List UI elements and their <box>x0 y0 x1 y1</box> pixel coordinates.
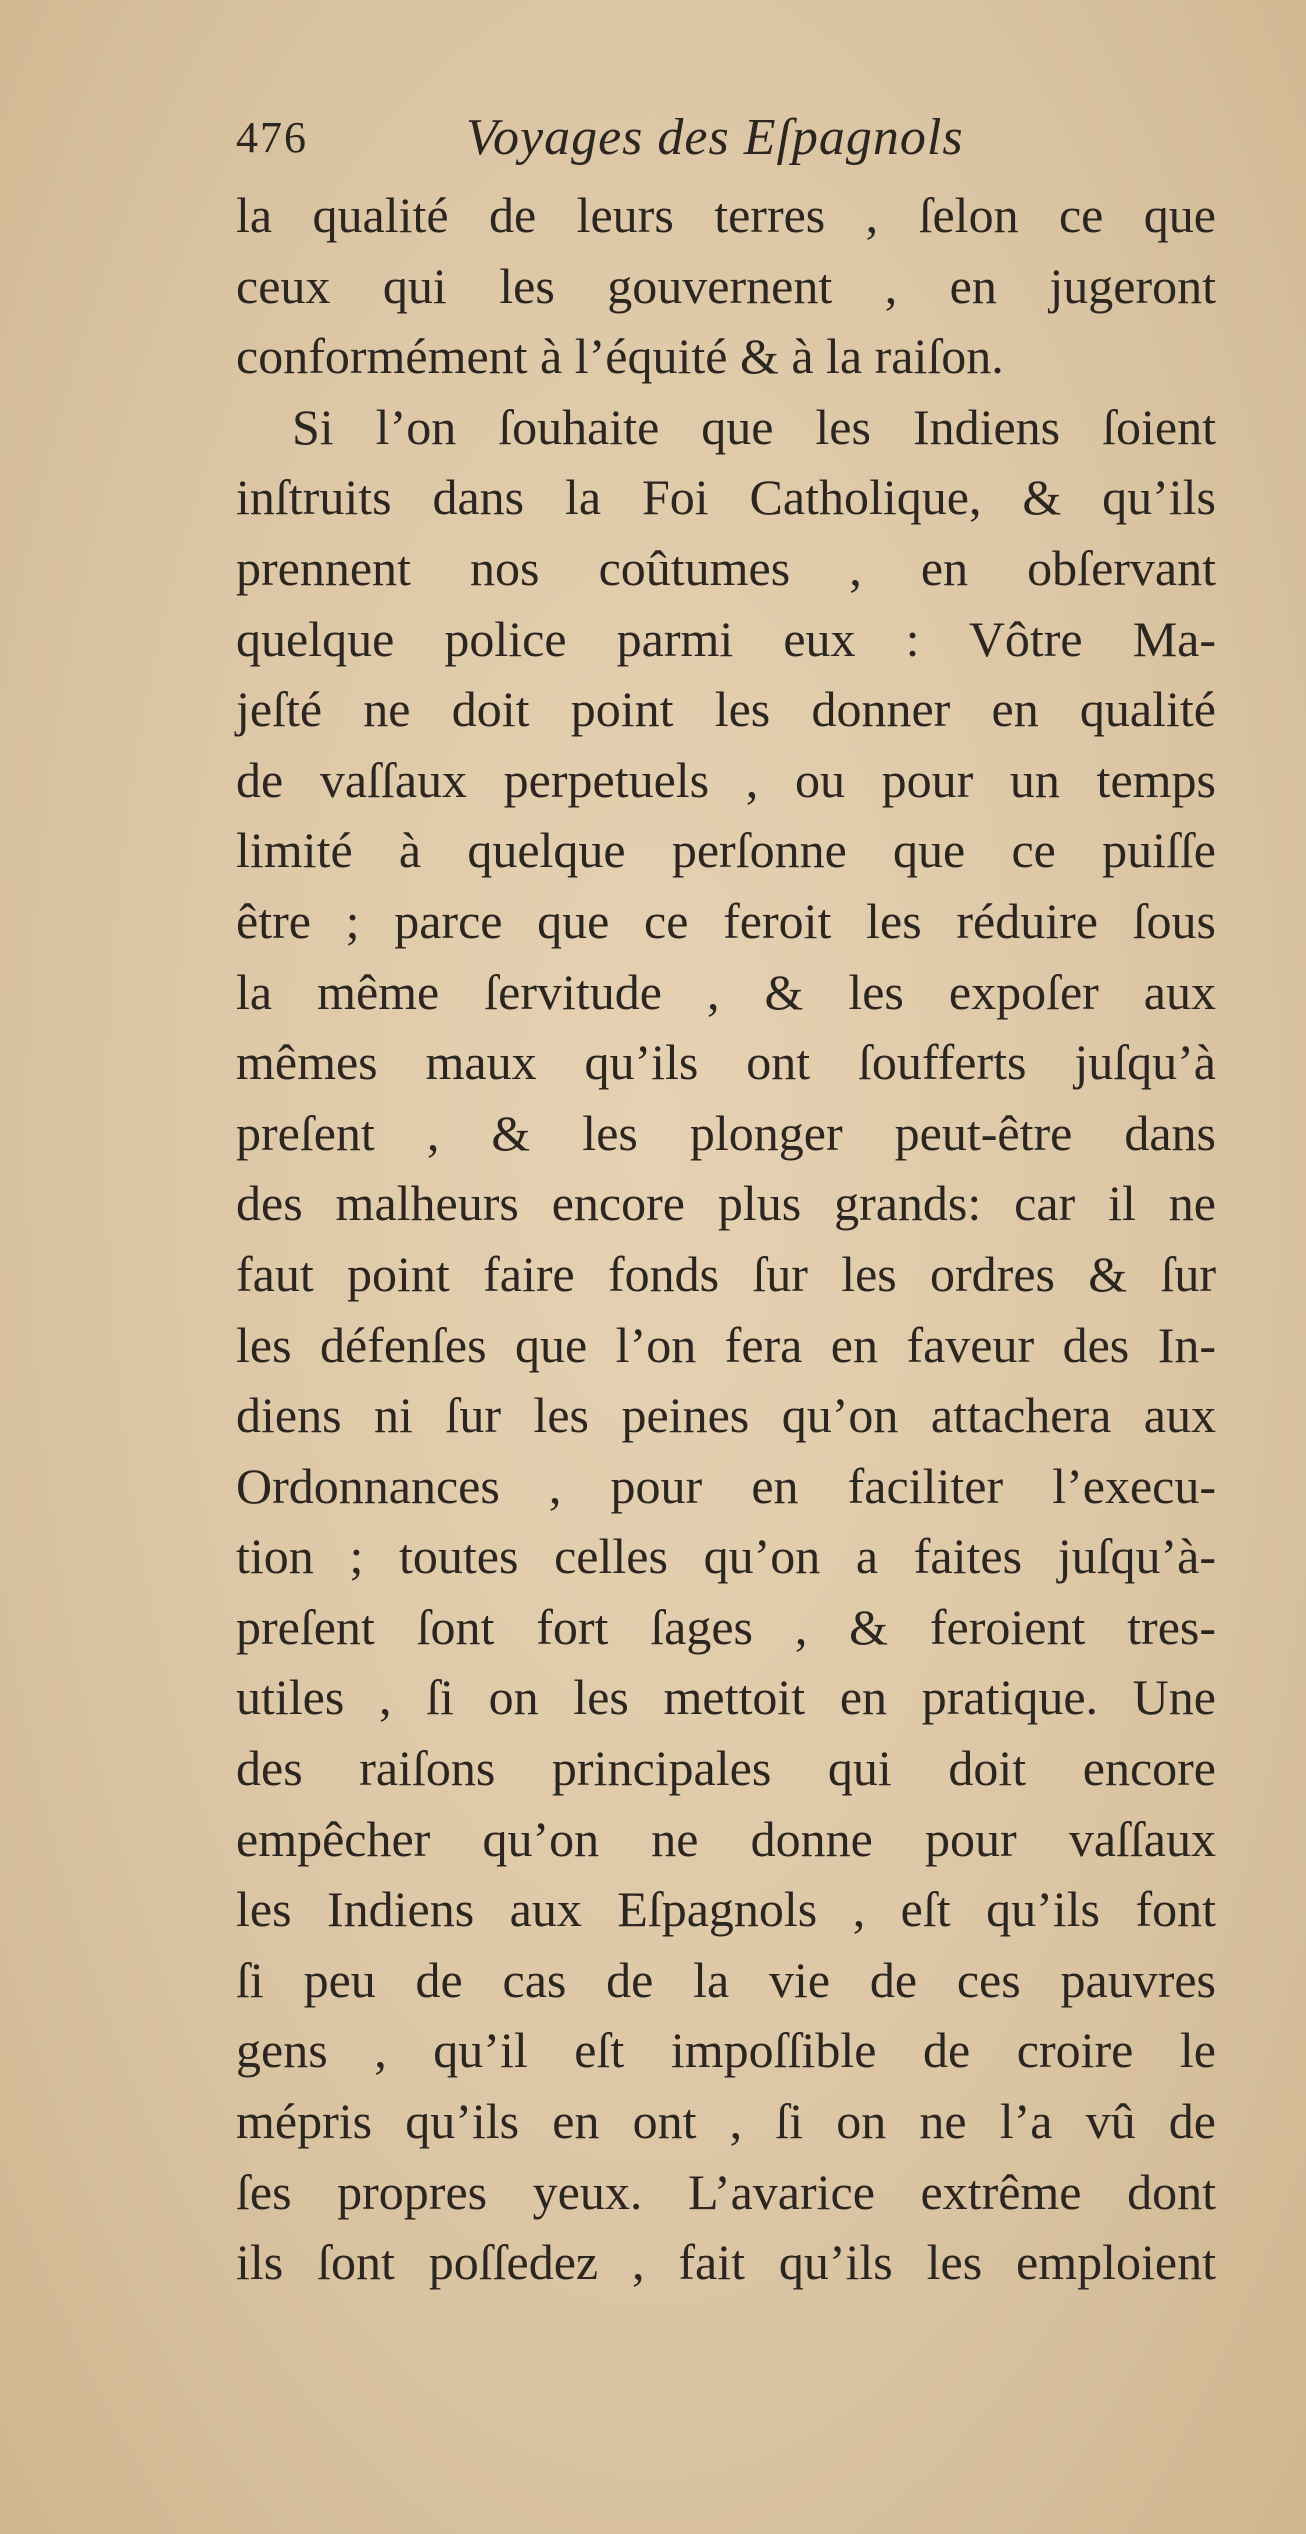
text-line: limité à quelque perſonne que ce puiſſe <box>236 822 1216 879</box>
text-line: tion ; toutes celles qu’on a faites juſqu’à- <box>236 1528 1216 1585</box>
text-line: la qualité de leurs terres , ſelon ce que <box>236 187 1216 243</box>
text-line: jeſté ne doit point les donner en qualité <box>236 681 1216 738</box>
page-number: 476 <box>236 113 308 162</box>
text-line: gens , qu’il eſt impoſſible de croire le <box>236 2022 1216 2079</box>
text-line: mêmes maux qu’ils ont ſoufferts juſqu’à <box>236 1034 1216 1091</box>
paragraph-first-line: Si l’on ſouhaite que les Indiens ſoient <box>292 398 1216 455</box>
text-line: la même ſervitude , & les expoſer aux <box>236 963 1216 1020</box>
text-line: les défenſes que l’on fera en faveur des In- <box>236 1316 1216 1373</box>
text-line: ſes propres yeux. L’avarice extrême dont <box>236 2163 1216 2220</box>
text-line: prennent nos coûtumes , en obſervant <box>236 539 1216 596</box>
text-line: preſent , & les plonger peut-être dans <box>236 1104 1216 1161</box>
text-line: quelque police parmi eux : Vôtre Ma- <box>236 610 1216 667</box>
text-line: ceux qui les gouvernent , en jugeront <box>236 257 1216 314</box>
text-line: des malheurs encore plus grands: car il ne <box>236 1175 1216 1232</box>
text-line: ſi peu de cas de la vie de ces pauvres <box>236 1951 1216 2008</box>
text-line: preſent ſont fort ſages , & feroient tres- <box>236 1598 1216 1655</box>
text-line: de vaſſaux perpetuels , ou pour un temps <box>236 751 1216 808</box>
text-line: des raiſons principales qui doit encore <box>236 1740 1216 1797</box>
text-line: faut point faire fonds ſur les ordres & ſur <box>236 1245 1216 1302</box>
text-line: Ordonnances , pour en faciliter l’execu- <box>236 1457 1216 1514</box>
text-line: les Indiens aux Eſpagnols , eſt qu’ils font <box>236 1881 1216 1938</box>
text-line: ils ſont poſſedez , fait qu’ils les emploient <box>236 2234 1216 2291</box>
text-line: mépris qu’ils en ont , ſi on ne l’a vû de <box>236 2093 1216 2150</box>
body-text <box>236 180 1216 2298</box>
text-line: inſtruits dans la Foi Catholique, & qu’ils <box>236 469 1216 526</box>
page-header <box>236 108 1176 178</box>
text-line: diens ni ſur les peines qu’on attachera aux <box>236 1387 1216 1444</box>
running-title: Voyages des Eſpagnols <box>466 109 964 166</box>
text-line: conformément à l’équité & à la raiſon. <box>236 328 1004 385</box>
text-line: utiles , ſi on les mettoit en pratique. Une <box>236 1669 1216 1726</box>
text-line: empêcher qu’on ne donne pour vaſſaux <box>236 1810 1216 1867</box>
text-line: être ; parce que ce feroit les réduire ſous <box>236 892 1216 949</box>
